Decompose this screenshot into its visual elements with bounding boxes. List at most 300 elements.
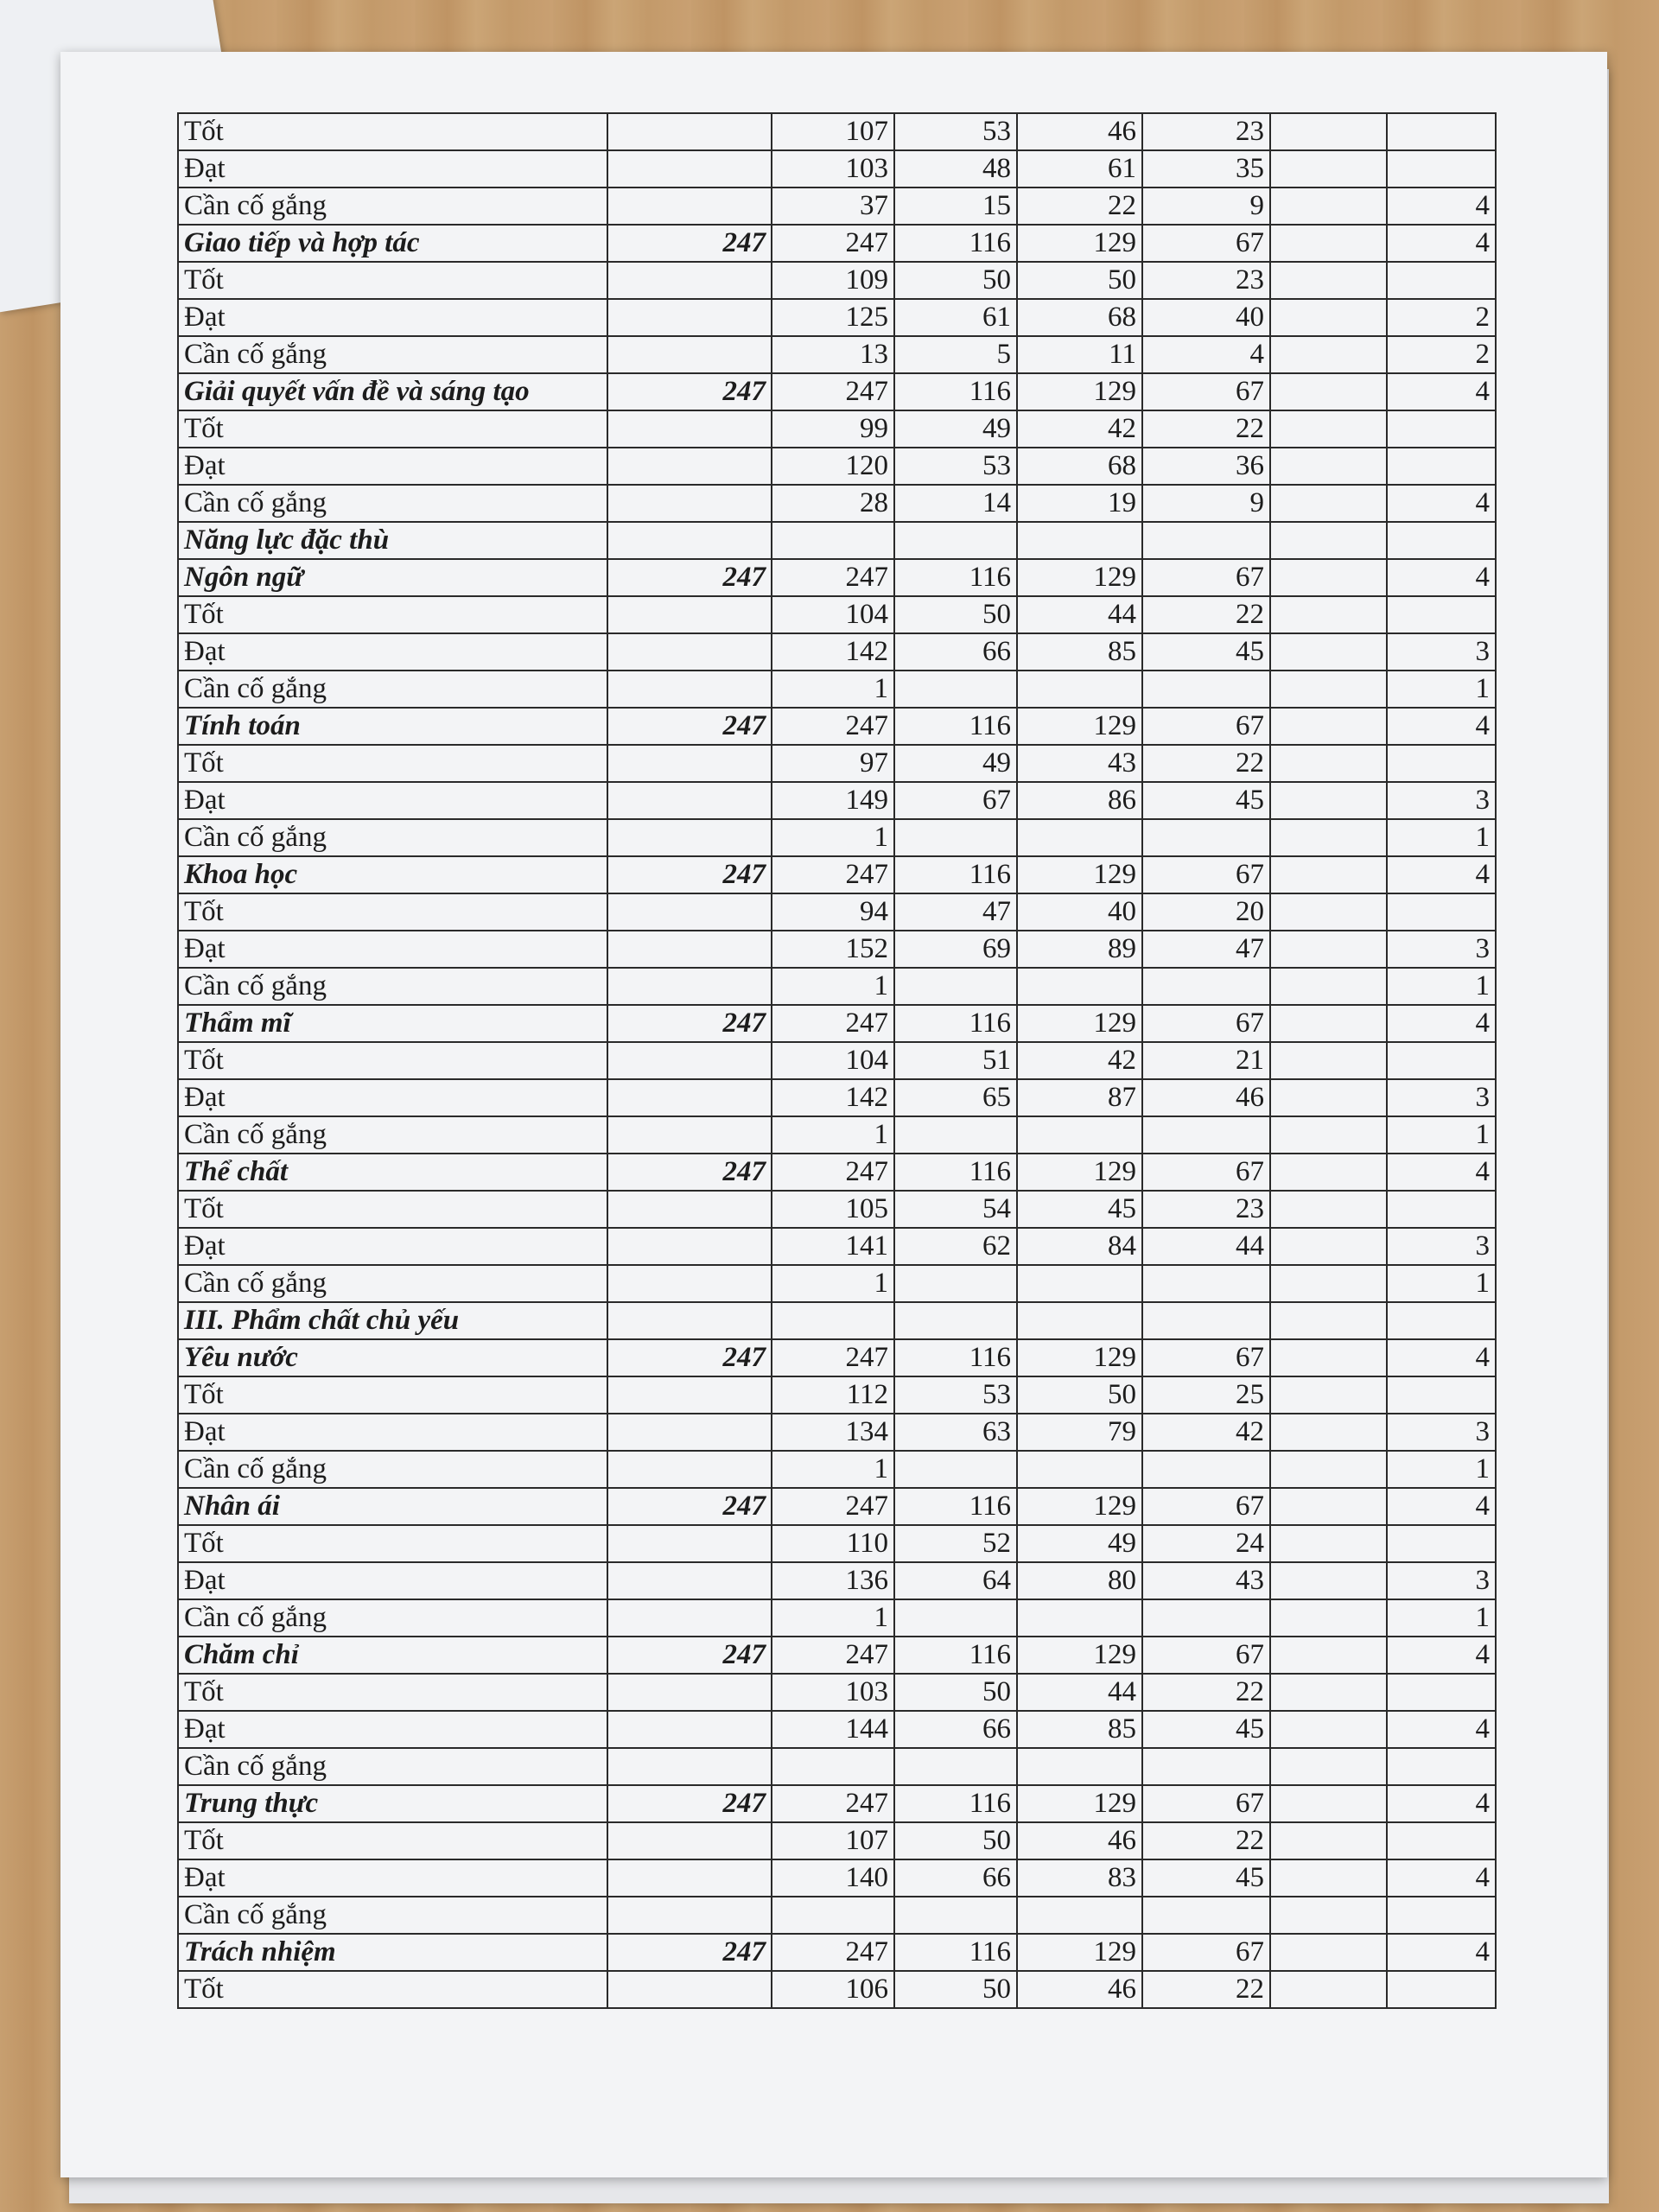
value-cell-c6: 4 [1387, 188, 1496, 225]
total-cell [607, 1971, 772, 2008]
value-cell-c5 [1270, 485, 1387, 522]
value-cell-c4: 45 [1142, 782, 1270, 819]
value-cell-c6 [1387, 1822, 1496, 1859]
section-label: Trách nhiệm [178, 1934, 607, 1971]
value-cell-c5 [1270, 1414, 1387, 1451]
value-cell-c1: 120 [772, 448, 894, 485]
value-cell-c6: 3 [1387, 633, 1496, 671]
value-cell-c6: 4 [1387, 1488, 1496, 1525]
rating-label: Tốt [178, 1376, 607, 1414]
value-cell-c4 [1142, 1897, 1270, 1934]
value-cell-c5 [1270, 1265, 1387, 1302]
value-cell-c4: 23 [1142, 1191, 1270, 1228]
value-cell-c5 [1270, 782, 1387, 819]
rating-label: Tốt [178, 1525, 607, 1562]
value-cell-c1 [772, 1897, 894, 1934]
value-cell-c3: 11 [1017, 336, 1142, 373]
value-cell-c4: 47 [1142, 931, 1270, 968]
value-cell-c2: 116 [894, 1934, 1017, 1971]
value-cell-c2: 49 [894, 410, 1017, 448]
value-cell-c2: 116 [894, 1637, 1017, 1674]
value-cell-c6: 4 [1387, 1154, 1496, 1191]
value-cell-c3: 83 [1017, 1859, 1142, 1897]
value-cell-c2: 66 [894, 1711, 1017, 1748]
value-cell-c3: 85 [1017, 633, 1142, 671]
table-section-row [178, 1005, 1496, 1042]
table-row [178, 931, 1496, 968]
value-cell-c3: 129 [1017, 856, 1142, 893]
value-cell-c3: 42 [1017, 1042, 1142, 1079]
rating-label: Cần cố gắng [178, 336, 607, 373]
value-cell-c5 [1270, 1228, 1387, 1265]
value-cell-c6: 4 [1387, 225, 1496, 262]
value-cell-c6: 4 [1387, 1005, 1496, 1042]
value-cell-c4: 25 [1142, 1376, 1270, 1414]
value-cell-c1: 109 [772, 262, 894, 299]
rating-label: Tốt [178, 1822, 607, 1859]
total-cell [607, 1376, 772, 1414]
value-cell-c6: 3 [1387, 1562, 1496, 1599]
section-label: Tính toán [178, 708, 607, 745]
value-cell-c5 [1270, 1488, 1387, 1525]
value-cell-c3: 129 [1017, 1339, 1142, 1376]
value-cell-c5 [1270, 633, 1387, 671]
value-cell-c3: 46 [1017, 1971, 1142, 2008]
rating-label: Đạt [178, 931, 607, 968]
value-cell-c2: 65 [894, 1079, 1017, 1116]
rating-label: Tốt [178, 410, 607, 448]
value-cell-c2: 116 [894, 1339, 1017, 1376]
rating-label: Đạt [178, 1859, 607, 1897]
table-row [178, 782, 1496, 819]
value-cell-c2 [894, 1451, 1017, 1488]
value-cell-c3 [1017, 968, 1142, 1005]
value-cell-c1: 136 [772, 1562, 894, 1599]
value-cell-c1: 103 [772, 1674, 894, 1711]
value-cell-c2: 61 [894, 299, 1017, 336]
value-cell-c5 [1270, 1897, 1387, 1934]
table-section-row [178, 1302, 1496, 1339]
value-cell-c4: 23 [1142, 262, 1270, 299]
value-cell-c1: 28 [772, 485, 894, 522]
value-cell-c2: 66 [894, 1859, 1017, 1897]
value-cell-c1: 112 [772, 1376, 894, 1414]
value-cell-c1: 140 [772, 1859, 894, 1897]
value-cell-c6 [1387, 1376, 1496, 1414]
rating-label: Cần cố gắng [178, 819, 607, 856]
value-cell-c6: 1 [1387, 968, 1496, 1005]
table-section-row [178, 1488, 1496, 1525]
table-row [178, 1265, 1496, 1302]
value-cell-c4: 45 [1142, 633, 1270, 671]
value-cell-c1: 247 [772, 856, 894, 893]
value-cell-c3: 85 [1017, 1711, 1142, 1748]
value-cell-c4: 20 [1142, 893, 1270, 931]
total-cell [607, 1414, 772, 1451]
rating-label: Đạt [178, 1711, 607, 1748]
section-label: Yêu nước [178, 1339, 607, 1376]
value-cell-c4: 67 [1142, 1785, 1270, 1822]
value-cell-c5 [1270, 336, 1387, 373]
rating-label: Tốt [178, 1191, 607, 1228]
value-cell-c6: 1 [1387, 1116, 1496, 1154]
total-cell: 247 [607, 1488, 772, 1525]
total-cell [607, 1859, 772, 1897]
value-cell-c1: 247 [772, 1005, 894, 1042]
value-cell-c6 [1387, 1525, 1496, 1562]
rating-label: Cần cố gắng [178, 968, 607, 1005]
rating-label: Cần cố gắng [178, 1116, 607, 1154]
total-cell: 247 [607, 1154, 772, 1191]
value-cell-c1: 247 [772, 1785, 894, 1822]
total-cell [607, 410, 772, 448]
value-cell-c4: 4 [1142, 336, 1270, 373]
value-cell-c5 [1270, 410, 1387, 448]
table-row [178, 596, 1496, 633]
value-cell-c1: 152 [772, 931, 894, 968]
value-cell-c1: 142 [772, 1079, 894, 1116]
value-cell-c4 [1142, 671, 1270, 708]
value-cell-c6 [1387, 150, 1496, 188]
rating-label: Cần cố gắng [178, 671, 607, 708]
total-cell [607, 1711, 772, 1748]
table-row [178, 299, 1496, 336]
table-row [178, 745, 1496, 782]
value-cell-c1: 104 [772, 596, 894, 633]
value-cell-c6 [1387, 262, 1496, 299]
value-cell-c3: 87 [1017, 1079, 1142, 1116]
rating-label: Đạt [178, 299, 607, 336]
table-row [178, 1079, 1496, 1116]
value-cell-c3: 44 [1017, 596, 1142, 633]
table-row [178, 188, 1496, 225]
value-cell-c4: 22 [1142, 596, 1270, 633]
rating-label: Đạt [178, 448, 607, 485]
rating-label: Cần cố gắng [178, 1265, 607, 1302]
value-cell-c1: 247 [772, 1637, 894, 1674]
value-cell-c1 [772, 522, 894, 559]
value-cell-c3 [1017, 1599, 1142, 1637]
total-cell [607, 1525, 772, 1562]
rating-label: Cần cố gắng [178, 1451, 607, 1488]
total-cell [607, 1228, 772, 1265]
table-section-row [178, 1637, 1496, 1674]
value-cell-c3: 50 [1017, 1376, 1142, 1414]
value-cell-c5 [1270, 893, 1387, 931]
value-cell-c5 [1270, 1302, 1387, 1339]
value-cell-c3 [1017, 522, 1142, 559]
value-cell-c5 [1270, 968, 1387, 1005]
table-row [178, 671, 1496, 708]
rating-label: Tốt [178, 113, 607, 150]
value-cell-c2: 116 [894, 373, 1017, 410]
total-cell: 247 [607, 373, 772, 410]
value-cell-c2: 116 [894, 1488, 1017, 1525]
value-cell-c4: 67 [1142, 856, 1270, 893]
value-cell-c6 [1387, 1042, 1496, 1079]
value-cell-c6 [1387, 1191, 1496, 1228]
value-cell-c4: 22 [1142, 745, 1270, 782]
total-cell [607, 931, 772, 968]
total-cell: 247 [607, 1785, 772, 1822]
value-cell-c6: 1 [1387, 1599, 1496, 1637]
total-cell [607, 1562, 772, 1599]
table-row [178, 113, 1496, 150]
value-cell-c6: 4 [1387, 373, 1496, 410]
value-cell-c3: 129 [1017, 1785, 1142, 1822]
value-cell-c6: 2 [1387, 336, 1496, 373]
value-cell-c6: 4 [1387, 559, 1496, 596]
value-cell-c3: 19 [1017, 485, 1142, 522]
value-cell-c1: 107 [772, 1822, 894, 1859]
rating-label: Cần cố gắng [178, 1897, 607, 1934]
table-row [178, 1897, 1496, 1934]
value-cell-c2: 49 [894, 745, 1017, 782]
value-cell-c5 [1270, 856, 1387, 893]
table-row [178, 1822, 1496, 1859]
value-cell-c1: 1 [772, 1265, 894, 1302]
value-cell-c1: 104 [772, 1042, 894, 1079]
value-cell-c1: 149 [772, 782, 894, 819]
table-section-row [178, 225, 1496, 262]
value-cell-c3: 129 [1017, 708, 1142, 745]
value-cell-c1: 247 [772, 708, 894, 745]
value-cell-c1: 247 [772, 225, 894, 262]
value-cell-c2: 47 [894, 893, 1017, 931]
table-row [178, 1562, 1496, 1599]
rating-label: Cần cố gắng [178, 485, 607, 522]
section-label: Thẩm mĩ [178, 1005, 607, 1042]
value-cell-c4: 67 [1142, 225, 1270, 262]
value-cell-c3: 86 [1017, 782, 1142, 819]
value-cell-c1 [772, 1302, 894, 1339]
value-cell-c3 [1017, 1116, 1142, 1154]
value-cell-c6: 1 [1387, 1451, 1496, 1488]
total-cell: 247 [607, 1637, 772, 1674]
value-cell-c5 [1270, 1674, 1387, 1711]
value-cell-c3 [1017, 1265, 1142, 1302]
value-cell-c4 [1142, 522, 1270, 559]
value-cell-c2 [894, 671, 1017, 708]
value-cell-c4 [1142, 1451, 1270, 1488]
rating-label: Tốt [178, 1971, 607, 2008]
section-label: Năng lực đặc thù [178, 522, 607, 559]
value-cell-c6: 3 [1387, 1414, 1496, 1451]
value-cell-c2: 51 [894, 1042, 1017, 1079]
value-cell-c2: 5 [894, 336, 1017, 373]
value-cell-c6: 3 [1387, 931, 1496, 968]
table-section-row [178, 1339, 1496, 1376]
value-cell-c2: 50 [894, 1674, 1017, 1711]
value-cell-c4: 24 [1142, 1525, 1270, 1562]
total-cell [607, 1042, 772, 1079]
value-cell-c5 [1270, 1637, 1387, 1674]
total-cell [607, 1451, 772, 1488]
value-cell-c6: 2 [1387, 299, 1496, 336]
value-cell-c2: 116 [894, 225, 1017, 262]
total-cell [607, 522, 772, 559]
value-cell-c2: 69 [894, 931, 1017, 968]
value-cell-c6 [1387, 448, 1496, 485]
value-cell-c6 [1387, 596, 1496, 633]
value-cell-c2 [894, 522, 1017, 559]
value-cell-c4: 67 [1142, 708, 1270, 745]
value-cell-c4: 43 [1142, 1562, 1270, 1599]
rating-label: Cần cố gắng [178, 188, 607, 225]
table-row [178, 1191, 1496, 1228]
rating-label: Tốt [178, 1042, 607, 1079]
table-row [178, 1228, 1496, 1265]
value-cell-c3: 84 [1017, 1228, 1142, 1265]
table-row [178, 968, 1496, 1005]
value-cell-c3: 68 [1017, 299, 1142, 336]
value-cell-c3: 46 [1017, 113, 1142, 150]
value-cell-c1: 13 [772, 336, 894, 373]
total-cell [607, 113, 772, 150]
total-cell: 247 [607, 1005, 772, 1042]
value-cell-c2: 50 [894, 1971, 1017, 2008]
value-cell-c6: 4 [1387, 1711, 1496, 1748]
rating-label: Đạt [178, 1079, 607, 1116]
value-cell-c6: 4 [1387, 856, 1496, 893]
value-cell-c2: 67 [894, 782, 1017, 819]
value-cell-c5 [1270, 1154, 1387, 1191]
value-cell-c2: 116 [894, 1785, 1017, 1822]
value-cell-c4: 67 [1142, 1005, 1270, 1042]
section-label: Chăm chỉ [178, 1637, 607, 1674]
value-cell-c2: 116 [894, 856, 1017, 893]
value-cell-c2: 62 [894, 1228, 1017, 1265]
value-cell-c3: 129 [1017, 1005, 1142, 1042]
value-cell-c6: 1 [1387, 819, 1496, 856]
value-cell-c1: 144 [772, 1711, 894, 1748]
value-cell-c4: 67 [1142, 559, 1270, 596]
value-cell-c5 [1270, 559, 1387, 596]
table-section-row [178, 559, 1496, 596]
value-cell-c5 [1270, 448, 1387, 485]
value-cell-c6 [1387, 1897, 1496, 1934]
value-cell-c1: 107 [772, 113, 894, 150]
value-cell-c3: 79 [1017, 1414, 1142, 1451]
value-cell-c2 [894, 819, 1017, 856]
value-cell-c3: 129 [1017, 1488, 1142, 1525]
value-cell-c6 [1387, 1302, 1496, 1339]
value-cell-c3: 45 [1017, 1191, 1142, 1228]
table-section-row [178, 1785, 1496, 1822]
total-cell [607, 1748, 772, 1785]
total-cell [607, 1302, 772, 1339]
value-cell-c2 [894, 1599, 1017, 1637]
total-cell: 247 [607, 1934, 772, 1971]
value-cell-c1: 1 [772, 819, 894, 856]
total-cell [607, 968, 772, 1005]
value-cell-c2: 52 [894, 1525, 1017, 1562]
table-row [178, 1599, 1496, 1637]
table-row [178, 819, 1496, 856]
value-cell-c4: 67 [1142, 1637, 1270, 1674]
value-cell-c4 [1142, 1302, 1270, 1339]
value-cell-c4 [1142, 1265, 1270, 1302]
table-row [178, 1414, 1496, 1451]
value-cell-c1: 1 [772, 1451, 894, 1488]
value-cell-c3 [1017, 1451, 1142, 1488]
total-cell [607, 448, 772, 485]
table-row [178, 150, 1496, 188]
value-cell-c5 [1270, 708, 1387, 745]
value-cell-c4: 23 [1142, 113, 1270, 150]
table-row [178, 262, 1496, 299]
total-cell [607, 1265, 772, 1302]
value-cell-c4 [1142, 1748, 1270, 1785]
section-label: Giải quyết vấn đề và sáng tạo [178, 373, 607, 410]
rating-label: Đạt [178, 633, 607, 671]
value-cell-c6 [1387, 1971, 1496, 2008]
value-cell-c4: 67 [1142, 1488, 1270, 1525]
value-cell-c5 [1270, 1822, 1387, 1859]
table-row [178, 336, 1496, 373]
value-cell-c1: 1 [772, 1599, 894, 1637]
value-cell-c2: 63 [894, 1414, 1017, 1451]
value-cell-c5 [1270, 1934, 1387, 1971]
section-label: Thể chất [178, 1154, 607, 1191]
value-cell-c2: 50 [894, 1822, 1017, 1859]
value-cell-c2 [894, 1302, 1017, 1339]
value-cell-c6: 1 [1387, 671, 1496, 708]
value-cell-c2: 50 [894, 262, 1017, 299]
value-cell-c1: 247 [772, 1154, 894, 1191]
value-cell-c5 [1270, 1748, 1387, 1785]
total-cell: 247 [607, 708, 772, 745]
value-cell-c4: 45 [1142, 1859, 1270, 1897]
value-cell-c3 [1017, 671, 1142, 708]
total-cell [607, 596, 772, 633]
total-cell: 247 [607, 1339, 772, 1376]
value-cell-c6 [1387, 410, 1496, 448]
value-cell-c5 [1270, 1785, 1387, 1822]
value-cell-c5 [1270, 1191, 1387, 1228]
table-row [178, 1525, 1496, 1562]
total-cell [607, 188, 772, 225]
value-cell-c1: 141 [772, 1228, 894, 1265]
value-cell-c2 [894, 1265, 1017, 1302]
value-cell-c2: 66 [894, 633, 1017, 671]
total-cell: 247 [607, 225, 772, 262]
value-cell-c1: 247 [772, 373, 894, 410]
value-cell-c1: 125 [772, 299, 894, 336]
value-cell-c6: 3 [1387, 1079, 1496, 1116]
value-cell-c2 [894, 1116, 1017, 1154]
total-cell: 247 [607, 856, 772, 893]
value-cell-c1: 1 [772, 1116, 894, 1154]
total-cell [607, 671, 772, 708]
value-cell-c2: 48 [894, 150, 1017, 188]
value-cell-c3: 68 [1017, 448, 1142, 485]
table-row [178, 1674, 1496, 1711]
table-row [178, 448, 1496, 485]
value-cell-c4 [1142, 819, 1270, 856]
value-cell-c4: 67 [1142, 1934, 1270, 1971]
table-row [178, 1376, 1496, 1414]
value-cell-c3: 129 [1017, 1154, 1142, 1191]
value-cell-c3 [1017, 1302, 1142, 1339]
value-cell-c5 [1270, 1711, 1387, 1748]
value-cell-c2 [894, 1897, 1017, 1934]
value-cell-c3: 89 [1017, 931, 1142, 968]
value-cell-c4: 44 [1142, 1228, 1270, 1265]
value-cell-c1: 247 [772, 1339, 894, 1376]
value-cell-c2: 15 [894, 188, 1017, 225]
value-cell-c6: 1 [1387, 1265, 1496, 1302]
